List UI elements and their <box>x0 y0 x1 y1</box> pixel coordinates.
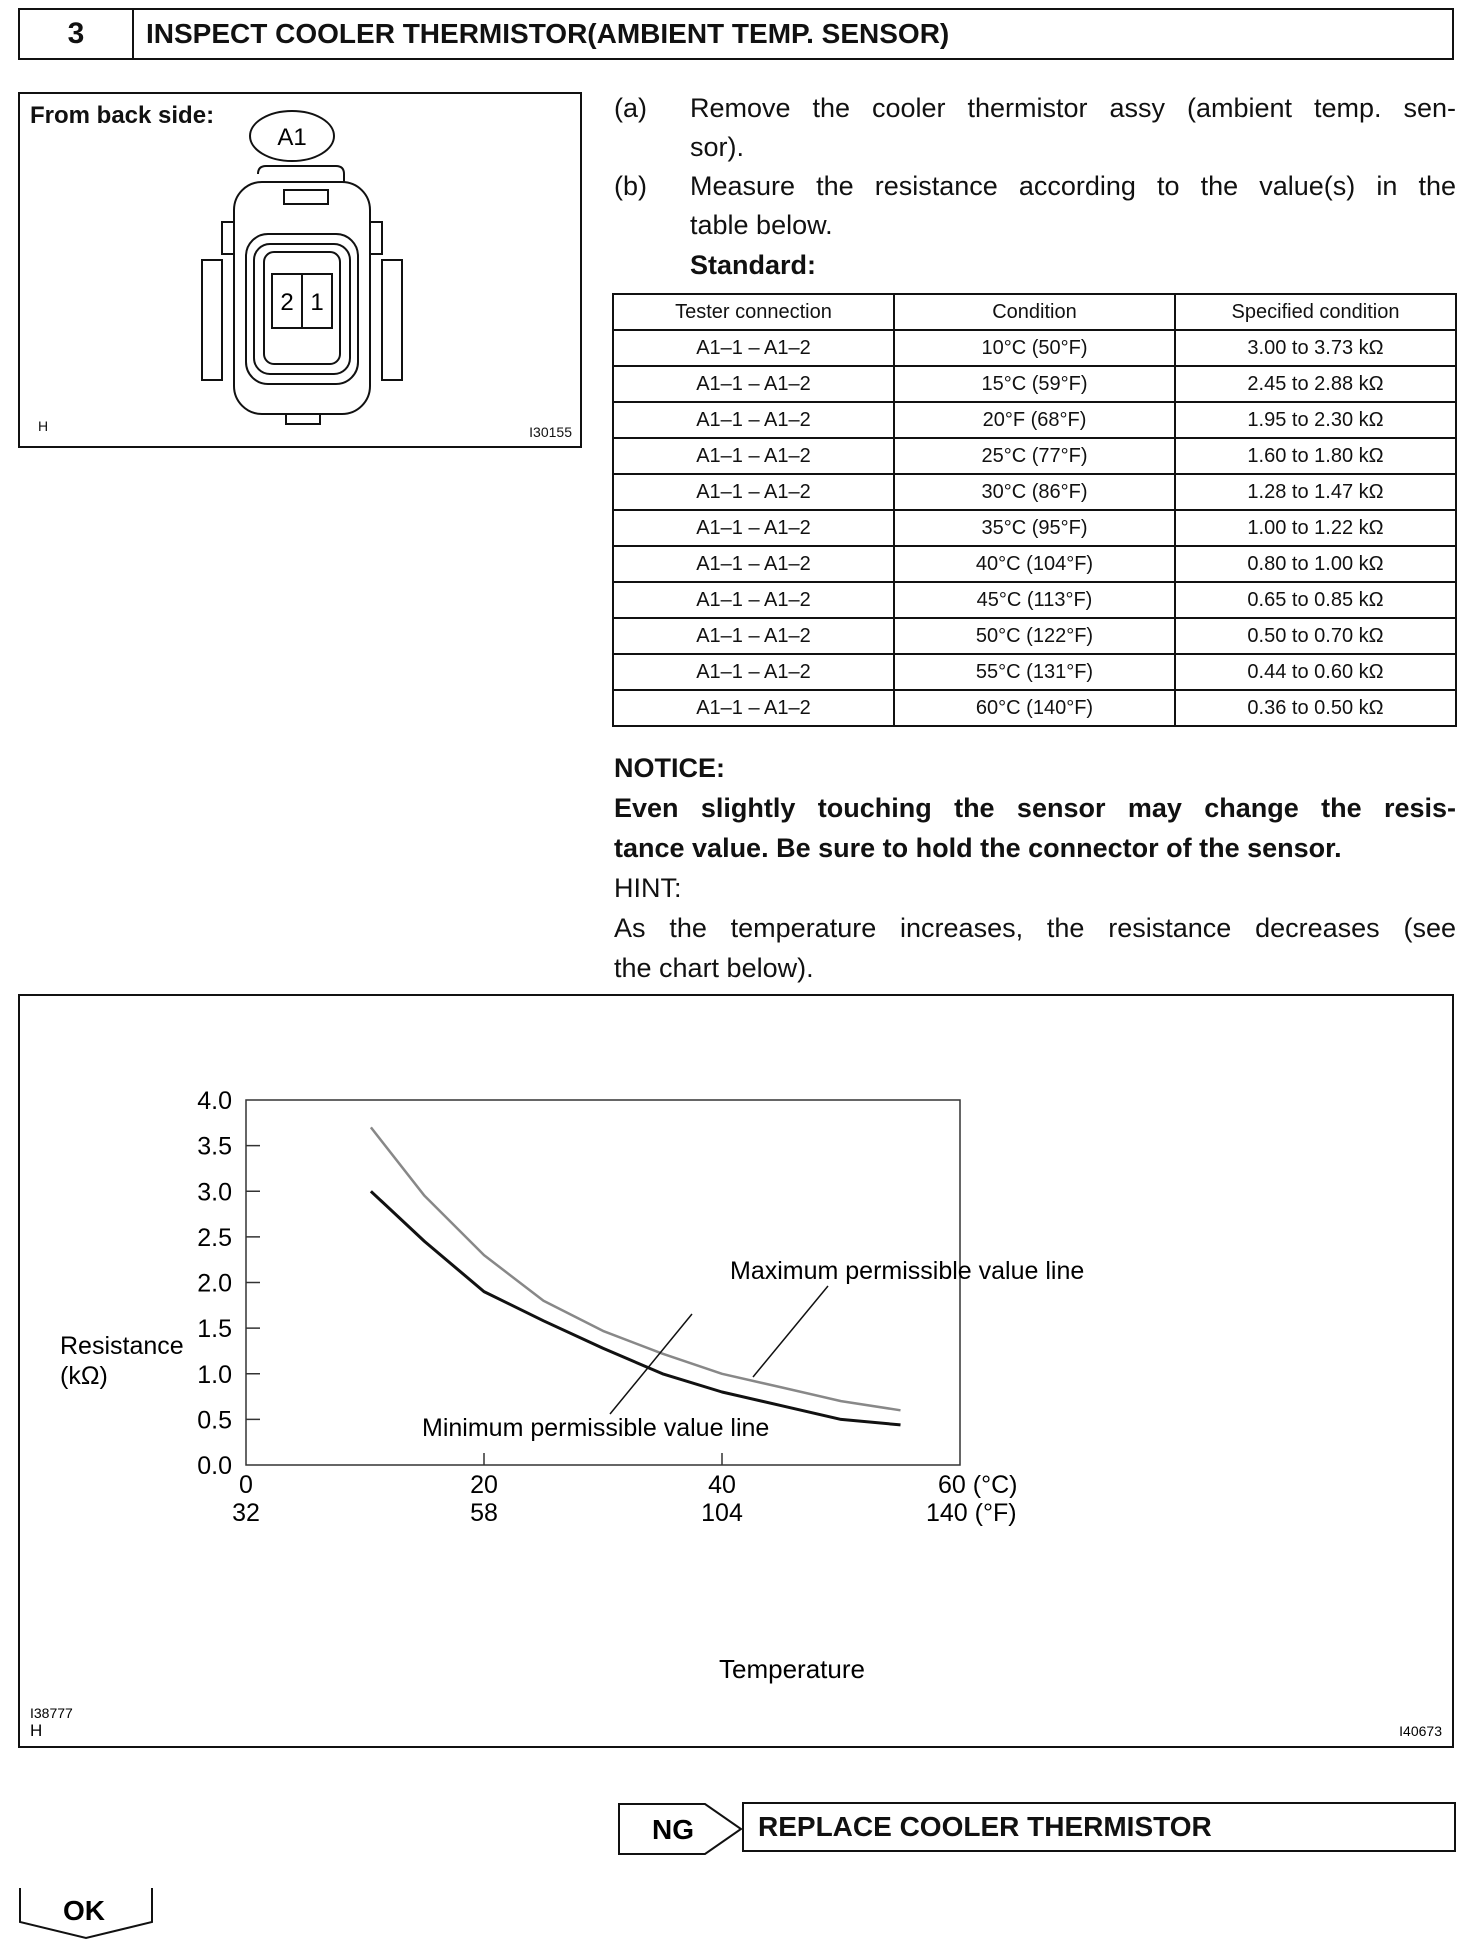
chart-corner-letter: H <box>30 1721 43 1740</box>
table-cell: 1.28 to 1.47 kΩ <box>1175 474 1456 510</box>
instruction-b-line-1: Measure the resistance according to the value(s) in the <box>690 171 1456 201</box>
table-cell: 0.36 to 0.50 kΩ <box>1175 690 1456 726</box>
table-row <box>613 438 1456 474</box>
chart-corner-code: I38777 <box>30 1705 73 1721</box>
table-header-cell: Specified condition <box>1175 294 1456 330</box>
table-cell: 55°C (131°F) <box>894 654 1175 690</box>
max-leader-line <box>753 1286 828 1377</box>
table-cell: 15°C (59°F) <box>894 366 1175 402</box>
table-cell: 0.50 to 0.70 kΩ <box>1175 618 1456 654</box>
step-header <box>18 8 1454 60</box>
table-row <box>613 510 1456 546</box>
step-title: INSPECT COOLER THERMISTOR(AMBIENT TEMP. SENSOR) <box>146 18 950 49</box>
hint-line-2: the chart below). <box>614 953 814 983</box>
table-cell: 1.00 to 1.22 kΩ <box>1175 510 1456 546</box>
instruction-a-marker: (a) <box>614 93 647 123</box>
instruction-a-line-1: Remove the cooler thermistor assy (ambient temp. sen- <box>690 93 1456 123</box>
table-cell: 50°C (122°F) <box>894 618 1175 654</box>
hint-label: HINT: <box>614 873 682 903</box>
y-tick-label: 4.0 <box>197 1087 232 1115</box>
table-header-cell: Tester connection <box>613 294 894 330</box>
hint-line-1: As the temperature increases, the resistance decreases (see <box>614 913 1456 943</box>
x-axis-label: Temperature <box>719 1654 865 1684</box>
y-tick-label: 1.0 <box>197 1360 232 1389</box>
table-row <box>613 366 1456 402</box>
table-cell: 45°C (113°F) <box>894 582 1175 618</box>
x-tick-label-fahrenheit: 104 <box>701 1499 743 1527</box>
x-tick-label-fahrenheit: 58 <box>470 1499 498 1527</box>
y-tick-label: 0.0 <box>197 1452 232 1480</box>
ok-label: OK <box>63 1895 105 1926</box>
table-row <box>613 330 1456 366</box>
connector-figure <box>18 92 582 448</box>
table-row <box>613 546 1456 582</box>
x-tick-label-celsius: 40 <box>708 1471 736 1499</box>
figure-corner-code: H <box>38 418 49 434</box>
table-header-cell: Condition <box>894 294 1175 330</box>
table-cell: 25°C (77°F) <box>894 438 1175 474</box>
table-header-row <box>613 294 1456 330</box>
table-cell: 10°C (50°F) <box>894 330 1175 366</box>
table-cell: A1–1 – A1–2 <box>613 366 894 402</box>
x-tick-label-celsius: 60 (°C) <box>938 1471 1018 1499</box>
table-row <box>613 654 1456 690</box>
pin-2-label: 2 <box>280 289 294 316</box>
table-cell: A1–1 – A1–2 <box>613 546 894 582</box>
resistance-chart <box>18 994 1454 1748</box>
y-tick-label: 3.5 <box>197 1132 232 1161</box>
y-tick-label: 1.5 <box>197 1315 232 1344</box>
table-cell: 20°F (68°F) <box>894 402 1175 438</box>
table-cell: 0.65 to 0.85 kΩ <box>1175 582 1456 618</box>
table-cell: 0.80 to 1.00 kΩ <box>1175 546 1456 582</box>
table-row <box>613 618 1456 654</box>
table-row <box>613 474 1456 510</box>
table-cell: 60°C (140°F) <box>894 690 1175 726</box>
table-row <box>613 690 1456 726</box>
ng-tag <box>617 1802 745 1856</box>
min-value-line <box>371 1191 901 1425</box>
table-cell: A1–1 – A1–2 <box>613 582 894 618</box>
ng-action-box <box>742 1802 1456 1852</box>
table-cell: 1.95 to 2.30 kΩ <box>1175 402 1456 438</box>
y-tick-label: 0.5 <box>197 1406 232 1435</box>
x-tick-label-celsius: 0 <box>239 1471 253 1499</box>
y-tick-label: 3.0 <box>197 1178 232 1207</box>
connector-id: A1 <box>277 124 307 151</box>
notice-line-1: Even slightly touching the sensor may change the resis- <box>614 793 1456 823</box>
ok-tag <box>18 1886 158 1942</box>
min-line-annotation: Minimum permissible value line <box>422 1414 770 1442</box>
standard-label: Standard: <box>690 250 817 280</box>
table-cell: 30°C (86°F) <box>894 474 1175 510</box>
pin-1-label: 1 <box>310 289 324 316</box>
max-line-annotation: Maximum permissible value line <box>730 1257 1085 1285</box>
ng-label: NG <box>652 1814 694 1845</box>
connector-illustration <box>20 94 580 446</box>
table-cell: A1–1 – A1–2 <box>613 654 894 690</box>
table-cell: 0.44 to 0.60 kΩ <box>1175 654 1456 690</box>
min-leader-line <box>610 1314 692 1414</box>
table-cell: A1–1 – A1–2 <box>613 618 894 654</box>
y-tick-label: 2.0 <box>197 1269 232 1298</box>
instruction-b-line-2: table below. <box>690 210 833 240</box>
table-cell: 3.00 to 3.73 kΩ <box>1175 330 1456 366</box>
y-tick-label: 2.5 <box>197 1223 232 1252</box>
table-cell: A1–1 – A1–2 <box>613 330 894 366</box>
table-row <box>613 402 1456 438</box>
table-cell: A1–1 – A1–2 <box>613 690 894 726</box>
spec-table <box>612 293 1457 727</box>
figure-caption: From back side: <box>30 102 215 129</box>
instruction-b-marker: (b) <box>614 171 647 201</box>
x-tick-label-celsius: 20 <box>470 1471 498 1499</box>
x-tick-label-fahrenheit: 32 <box>232 1499 260 1527</box>
chart-figure-id: I40673 <box>1399 1723 1442 1739</box>
figure-id: I30155 <box>529 424 572 440</box>
notice-label: NOTICE: <box>614 753 725 783</box>
table-cell: 2.45 to 2.88 kΩ <box>1175 366 1456 402</box>
chart-svg <box>20 996 1452 1746</box>
x-tick-label-fahrenheit: 140 (°F) <box>926 1499 1017 1527</box>
table-cell: 1.60 to 1.80 kΩ <box>1175 438 1456 474</box>
instruction-a-line-2: sor). <box>690 132 744 162</box>
ng-action-text: REPLACE COOLER THERMISTOR <box>758 1811 1212 1842</box>
table-cell: A1–1 – A1–2 <box>613 438 894 474</box>
table-cell: 35°C (95°F) <box>894 510 1175 546</box>
y-axis-label: Resistance (kΩ) <box>60 1332 184 1390</box>
table-row <box>613 582 1456 618</box>
table-cell: A1–1 – A1–2 <box>613 510 894 546</box>
table-cell: A1–1 – A1–2 <box>613 474 894 510</box>
table-cell: A1–1 – A1–2 <box>613 402 894 438</box>
step-number: 3 <box>20 10 134 58</box>
notice-line-2: tance value. Be sure to hold the connector of the sensor. <box>614 833 1342 863</box>
table-cell: 40°C (104°F) <box>894 546 1175 582</box>
